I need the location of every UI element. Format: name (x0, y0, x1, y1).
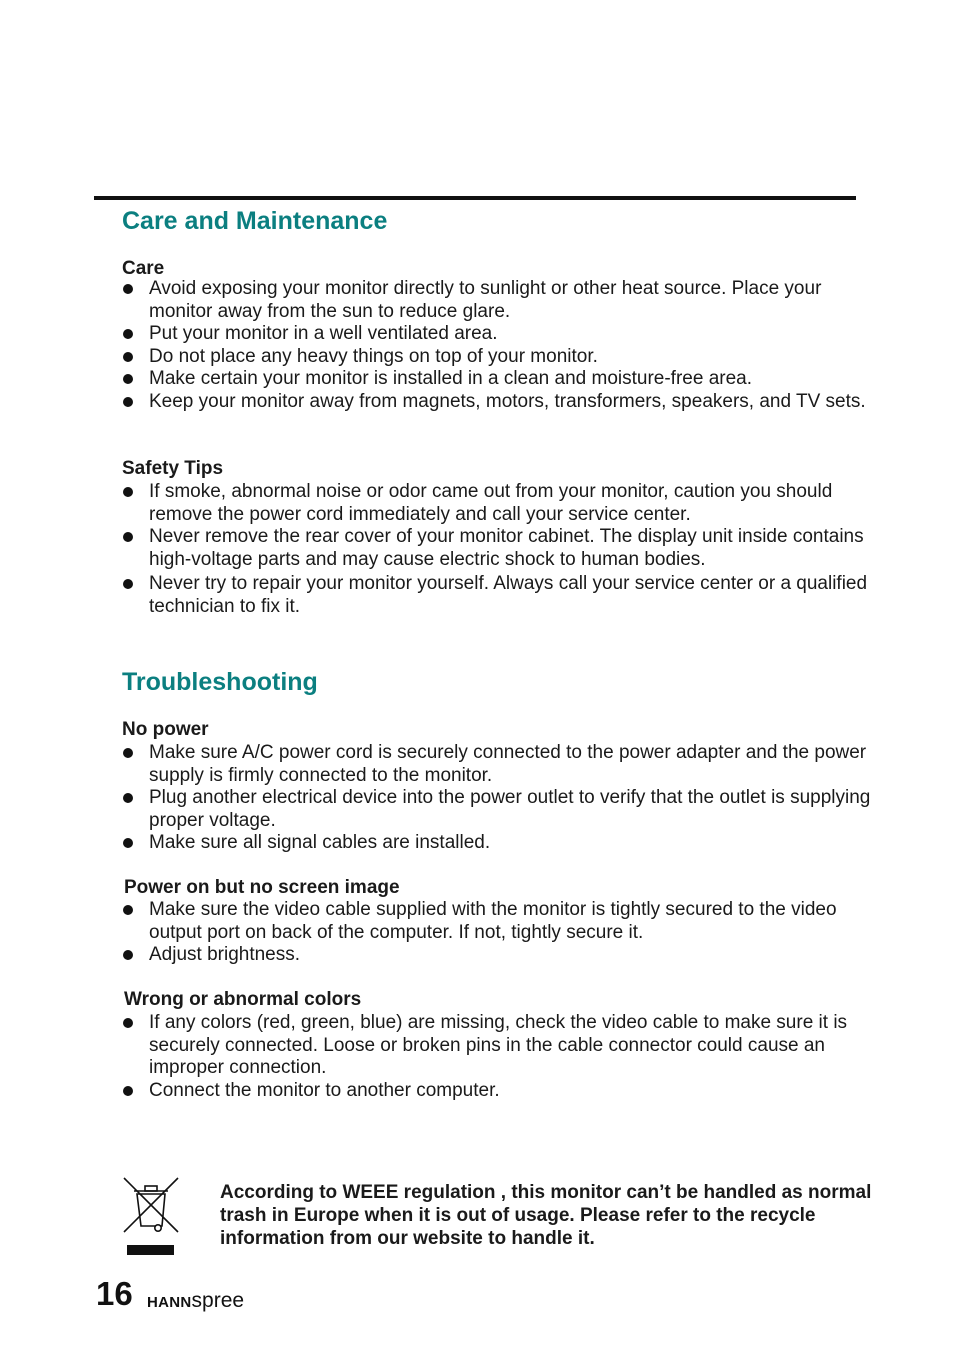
weee-notice: According to WEEE regulation , this monitor can’t be handled as normal trash in Europe when it is out of usage. Please refer to the recycle information from our website to handle it. (220, 1182, 872, 1249)
bullet-icon (123, 487, 133, 497)
list-item: Avoid exposing your monitor directly to sunlight or other heat source. Place your monitor away from the sun to reduce glare. (122, 278, 882, 323)
list-item: Make sure the video cable supplied with the monitor is tightly secured to the video output port on back of the computer. If not, tightly secure it. (122, 899, 882, 944)
care-heading: Care (122, 258, 165, 279)
bullet-icon (123, 329, 133, 339)
safety-tips-heading: Safety Tips (122, 458, 224, 479)
bullet-icon (123, 793, 133, 803)
list-item: Connect the monitor to another computer. (122, 1080, 882, 1103)
list-item: Adjust brightness. (122, 944, 882, 967)
bullet-icon (123, 1018, 133, 1028)
bullet-icon (123, 1086, 133, 1096)
list-item: If any colors (red, green, blue) are missing, check the video cable to make sure it is securely connected. Loose or broken pins in the cable connector could cause an improper connection. (122, 1012, 882, 1080)
list-item: Make sure all signal cables are installed. (122, 832, 882, 855)
crossed-out-wheelie-bin-icon (122, 1176, 180, 1258)
no-screen-image-heading: Power on but no screen image (124, 877, 400, 898)
brand-logo: HANNspree (147, 1289, 245, 1312)
no-power-heading: No power (122, 719, 209, 740)
list-item: Put your monitor in a well ventilated area. (122, 323, 882, 346)
bullet-icon (123, 352, 133, 362)
abnormal-colors-list (122, 1012, 882, 1102)
care-maintenance-title: Care and Maintenance (122, 207, 388, 235)
list-item: Plug another electrical device into the power outlet to verify that the outlet is supplying proper voltage. (122, 787, 882, 832)
list-item: Never try to repair your monitor yourself. Always call your service center or a qualified technician to fix it. (122, 573, 882, 618)
safety-list (122, 481, 882, 618)
bullet-icon (123, 905, 133, 915)
list-item: Make certain your monitor is installed in a clean and moisture-free area. (122, 368, 882, 391)
care-list (122, 278, 882, 413)
bullet-icon (123, 950, 133, 960)
bullet-icon (123, 579, 133, 589)
top-rule (94, 196, 856, 200)
list-item: Do not place any heavy things on top of your monitor. (122, 346, 882, 369)
list-item: Keep your monitor away from magnets, motors, transformers, speakers, and TV sets. (122, 391, 882, 414)
list-item: Never remove the rear cover of your monitor cabinet. The display unit inside contains high-voltage parts and may cause electric shock to human bodies. (122, 526, 882, 571)
bullet-icon (123, 397, 133, 407)
bullet-icon (123, 374, 133, 384)
no-power-list (122, 742, 882, 855)
no-screen-image-list (122, 899, 882, 967)
bullet-icon (123, 838, 133, 848)
bullet-icon (123, 532, 133, 542)
list-item: If smoke, abnormal noise or odor came out from your monitor, caution you should remove the power cord immediately and call your service center. (122, 481, 882, 526)
bullet-icon (123, 748, 133, 758)
troubleshooting-title: Troubleshooting (122, 668, 318, 696)
bullet-icon (123, 284, 133, 294)
abnormal-colors-heading: Wrong or abnormal colors (124, 989, 362, 1010)
list-item: Make sure A/C power cord is securely connected to the power adapter and the power supply is firmly connected to the monitor. (122, 742, 882, 787)
page-number: 16 (96, 1275, 133, 1312)
